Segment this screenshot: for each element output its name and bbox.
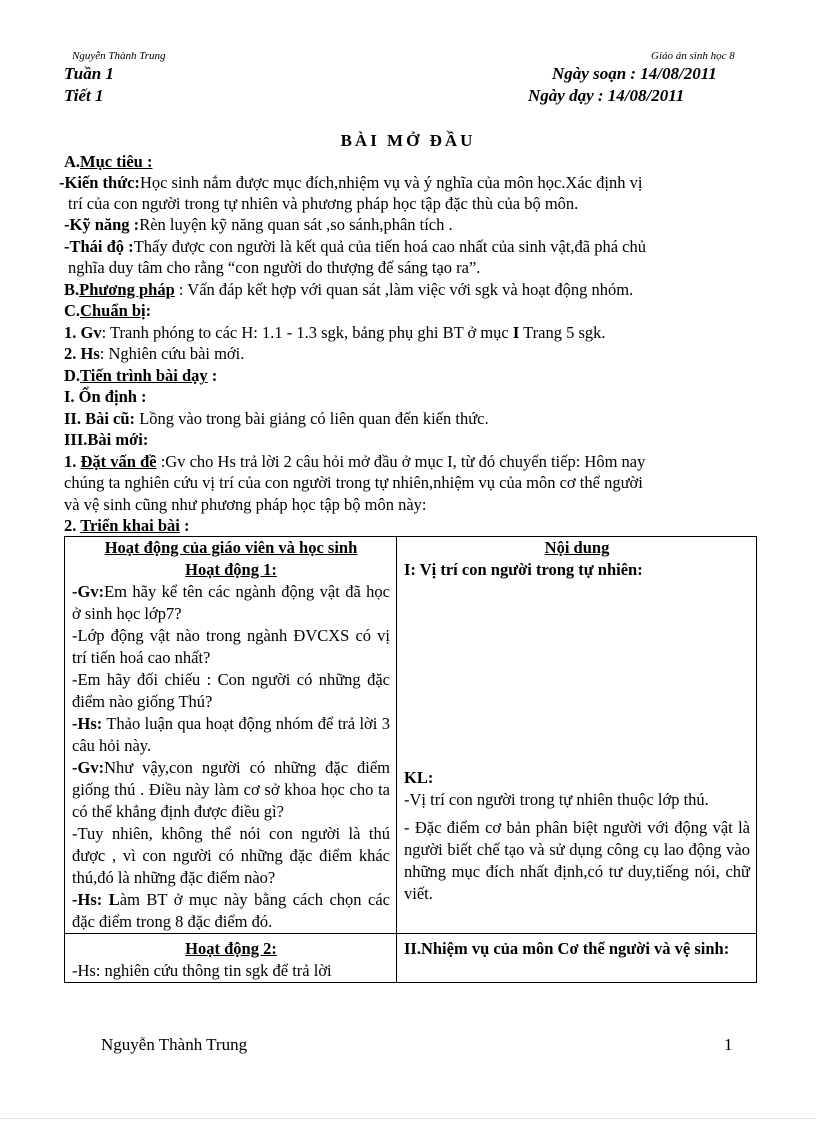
knowledge-line-1 [59, 172, 642, 193]
prep-hs-label: 2. Hs [64, 344, 100, 363]
prep-gv-line [64, 322, 606, 343]
right-section-2-cell [397, 934, 757, 983]
intro-line-3: và vệ sinh cũng như phương pháp học tập bộ môn này: [64, 495, 427, 514]
attitude-line-2: nghĩa duy tâm cho rằng “con người do thượng đế sáng tạo ra”. [68, 258, 481, 277]
knowledge-text-1: Học sinh nắm được mục đích,nhiệm vụ và ý nghĩa của môn học.Xác định vị [139, 173, 643, 192]
section-b-prefix: B. [64, 280, 80, 299]
attitude-label: -Thái độ : [64, 237, 134, 256]
left-row-1: -Gv:Em hãy kể tên các ngành động vật đã học ở sinh học lớp7? [72, 582, 390, 623]
section-d-title: Tiến trình bài dạy [80, 366, 208, 385]
section-a-heading [64, 151, 152, 172]
skill-text: Rèn luyện kỹ năng quan sát ,so sánh,phân tích . [139, 215, 453, 234]
col-left-header: Hoạt động của giáo viên và học sinh [104, 538, 358, 557]
left-row-7: -Hs: Làm BT ở mục này bằng cách chọn các đặc điểm trong 8 đặc điểm đó. [72, 890, 390, 931]
intro-label: Đặt vấn đề [80, 452, 157, 471]
prep-gv-text: : Tranh phóng to các H: 1.1 - 1.3 sgk, bảng phụ ghi BT ở mục [101, 323, 513, 342]
lesson-number: Tiết 1 [64, 86, 104, 105]
right-section-2: II.Nhiệm vụ của môn Cơ thể người và vệ sinh: [404, 939, 730, 958]
left-body-cell [65, 581, 397, 934]
intro-text-1: :Gv cho Hs trả lời 2 câu hỏi mở đầu ở mục I, từ đó chuyển tiếp: Hôm nay [156, 452, 646, 471]
col-right-header: Nội dung [544, 538, 610, 557]
kl-label: KL: [404, 768, 434, 787]
kl-2: - Đặc điểm cơ bản phân biệt người với động vật là người biết chế tạo và sử dụng công cụ lao động vào những mục đích nhất định,có tư duy,tiếng nói, chữ viết. [404, 818, 750, 903]
section-b-title: Phương pháp [79, 280, 175, 299]
right-header-cell [397, 537, 757, 582]
section-a-prefix: A. [64, 152, 81, 171]
step-2-label: II. Bài cũ: [64, 409, 136, 428]
left-row-3: -Em hãy đối chiếu : Con người có những đặc điểm nào giống Thú? [72, 670, 390, 711]
activity-1-title: Hoạt động 1: [185, 560, 277, 579]
lesson-table [64, 536, 757, 983]
prep-hs-text: : Nghiên cứu bài mới. [99, 344, 245, 363]
left-row-2: -Lớp động vật nào trong ngành ĐVCXS có vị trí tiến hoá cao nhất? [72, 626, 390, 667]
deploy-label: Triển khai bài [80, 516, 180, 535]
page-title: BÀI MỞ ĐẦU [340, 131, 476, 150]
right-section-1: I: Vị trí con người trong tự nhiên: [404, 560, 643, 579]
intro-line-1 [64, 451, 645, 472]
prep-gv-label: 1. Gv [64, 323, 102, 342]
section-c-suffix: : [145, 301, 152, 320]
deploy-number: 2. [64, 516, 81, 535]
intro-line-2: chúng ta nghiên cứu vị trí của con người trong tự nhiên,nhiệm vụ của môn cơ thể người [64, 473, 643, 492]
right-body-cell [397, 581, 757, 934]
left-row-5: -Gv:Như vậy,con người có những đặc điểm giống thú . Điều này làm cơ sở khoa học cho ta có thể khẳng định được điều gì? [72, 758, 390, 821]
intro-number: 1. [64, 452, 81, 471]
left-row-6: -Tuy nhiên, không thể nói con người là thú được , vì con người có những đặc điểm khác thú,đó là những đặc điểm nào? [72, 824, 390, 887]
table-header-row [65, 537, 757, 582]
activity-2-text: -Hs: nghiên cứu thông tin sgk để trả lời [72, 961, 332, 980]
section-a-title: Mục tiêu : [80, 152, 153, 171]
step-3: III.Bài mới: [64, 430, 149, 449]
table-row [65, 581, 757, 934]
knowledge-label: -Kiến thức: [59, 173, 140, 192]
table-row [65, 934, 757, 983]
attitude-line-1 [64, 236, 646, 257]
skill-label: -Kỹ năng : [64, 215, 140, 234]
section-b-line [64, 279, 633, 300]
step-2-text: Lồng vào trong bài giảng có liên quan đến kiến thức. [135, 409, 489, 428]
section-c-title: Chuẩn bị [80, 301, 146, 320]
prep-date: Ngày soạn : 14/08/2011 [552, 64, 717, 83]
footer-author: Nguyễn Thành Trung [101, 1035, 248, 1054]
step-1: I. Ổn định : [64, 387, 147, 406]
doc-type-top: Giáo án sinh học 8 [651, 50, 735, 62]
section-d-heading [64, 365, 217, 386]
kl-1: -Vị trí con người trong tự nhiên thuộc lớp thú. [404, 790, 709, 809]
section-d-prefix: D. [64, 366, 81, 385]
step-2-line [64, 408, 489, 429]
activity-2-title: Hoạt động 2: [185, 939, 277, 958]
section-c-heading [64, 300, 151, 321]
left-activity-2-cell [65, 934, 397, 983]
prep-gv-bold: I [512, 323, 520, 342]
left-row-4: -Hs: Thảo luận qua hoạt động nhóm để trả lời 3 câu hỏi này. [72, 714, 390, 755]
prep-hs-line [64, 343, 244, 364]
prep-gv-text-2: Trang 5 sgk. [519, 323, 606, 342]
section-b-text: : Vấn đáp kết hợp với quan sát ,làm việc với sgk và hoạt động nhóm. [174, 280, 634, 299]
author-top: Nguyễn Thành Trung [72, 50, 166, 62]
attitude-text-1: Thấy được con người là kết quả của tiến hoá cao nhất của sinh vật,đã phá chủ [133, 237, 646, 256]
skill-line [64, 214, 453, 235]
knowledge-line-2: trí của con người trong tự nhiên và phương pháp học tập đặc thù của bộ môn. [68, 194, 579, 213]
page-bottom-divider [0, 1118, 816, 1119]
left-header-cell [65, 537, 397, 582]
deploy-suffix: : [179, 516, 190, 535]
deploy-heading [64, 515, 189, 536]
teach-date: Ngày dạy : 14/08/2011 [528, 86, 685, 105]
section-d-suffix: : [207, 366, 218, 385]
page-number: 1 [724, 1035, 733, 1054]
section-c-prefix: C. [64, 301, 81, 320]
week-label: Tuần 1 [64, 64, 114, 83]
